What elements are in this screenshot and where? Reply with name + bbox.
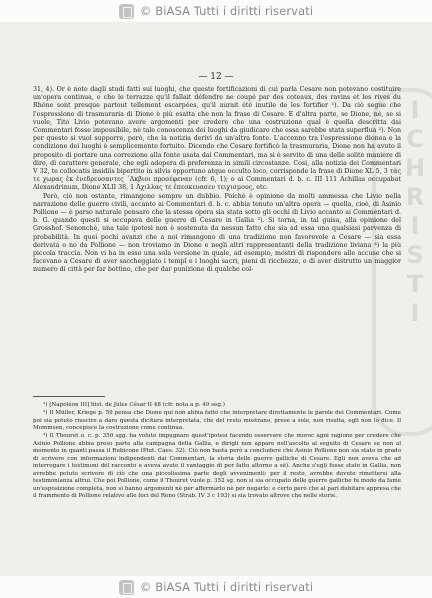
stamp-letter: C: [406, 125, 424, 153]
body-paragraph: Però, ciò non ostante, rimangono sempre un dubbio. Poichè è opinione da molti ammessa che Livio nella narrazione delle guerre civili, accanto ai Commentari d. b. c. abbia tenuto un'altra opera — quella, cioè, di Asinio Pollione — è parso naturale pensare che la stessa opera sia stata sotto gli occhi di Livio accanto ai Commentari d. b. G. quando questi si occupava delle guerre di Cesare in Gallia ³). Si torna, in tal guisa, alla opinione del Grosshof. Senonchè, una tale ipotesi non è sostenuta da nessun fatto che sia ad essa una qualsiasi parvenza di probabilità. In quei pochi avanzi che a noi rimangono di una tradizione non favorevole a Cesare — sia essa derivata o no da Pollione — non troviamo in Dione e negli altri rappresentanti della tradizione liviana ⁴) la più piccola traccia. Non vi ha in esso una sola versione in quale, ad esempio, mostri di rispondere alle accuse che si facevano a Cesare di aver saccheggiato i tempî e i luoghi sacri, pieni di ricchezze, e di aver distrutto un maggior numero di città per far bottino, che per dar punizione di qualche col-: [33, 192, 401, 274]
main-text: [33, 86, 401, 275]
footnote: ²) Il Müller, Kriege p. 59 pensa che Dione qui non abbia fatto che interpretare direttamente le parole dei Commentari. Come poi sia potuto riuscire a dare questa dicitura interpretata, che del resto mostrano, prese a sole, non risulta, egli non lo dice. Il Mommsen, concepisce la costruzione come continua.: [33, 410, 401, 431]
footnote-separator: [33, 396, 105, 397]
watermark-banner-bottom: [0, 576, 432, 598]
stamp-letter: I: [410, 96, 420, 124]
footnote: ³) Il Thouret o. c. p. 350 sgg. ha voluto impugnare quest'ipotesi facendo osservare che moroc agni ragione per credere che Asinio Pollione abbia preso parte alla campagna della Gallia, e dirigli non appare nell'ascolto al seguito di Cesare se non al momento in quanti passa il Rubicone (Plut. Caes. 32). Ciò non basta però a concludere che Asinio Pollione non sia stato in grado di scrivere con informazioni indipendenti dai Commentari, la storia delle guerre galliche di Cesare. Egli non aveva che ad interrogare i testimoni del racconto e aveva avuto il vantaggio di per fatto altorno a sè). Anche s'egli fosse stato in Gallia, non avrebbe potuto scrivere di ciò che una piccolissima parte degli avvenimenti: per il resto, avrebbe dovuto rimettersi alla testimonianza altrui. Che poi Pollione, come il Thouret vuole p. 352 sg. non si sia occupato delle guerre galliche fu modo da fame un'esposizione completa, non si hanno argomenti nè per affermarlo nè per negarlo: e certo però che al pari dubitare appresa che il frammento di Pollione relativo alle foci del Reno (Strab. IV 3 c 193) si sia trovato altrove che nelle storie.: [33, 433, 401, 499]
stamp-letter: I: [410, 299, 420, 327]
footnote: ¹) [Napoléon III] hist. de Jules César II 48 (cfr. nota a p. 49 seg.): [43, 402, 225, 408]
watermark-banner-text: © BiASA Tutti i diritti riservati: [139, 580, 314, 594]
library-stamp-watermark: [396, 96, 432, 426]
biasa-logo-icon: [119, 4, 134, 19]
stamp-letter: T: [406, 270, 424, 298]
watermark-banner-text: © BiASA Tutti i diritti riservati: [139, 4, 314, 18]
stamp-letter: H: [404, 154, 426, 182]
stamp-letter: S: [406, 241, 424, 269]
biasa-logo-icon: [119, 580, 134, 595]
stamp-letter: I: [410, 212, 420, 240]
page-number: — 12 —: [198, 72, 234, 82]
stamp-letter: R: [405, 183, 425, 211]
body-paragraph: 31, 4). Or è noto dagli studi fatti sui luoghi, che queste fortificazioni di cui parla Cesare non potevano costituire un'opera continua, e che le terrazze qu'il fallait défendre ne coupé par des coteaux, des ravins et les rives du Rhône sont presque partout tellement escarpées, qu'il aurait été inutile de les fortifier ¹). Da ciò segue che l'espressione di trasmuraria di Dione è più esatta che non la frase di Cesare. E d'altra parte, se Dione, nè, se si vuole, Tito Livio potevano avere argomenti per credere che una costruzione qual è quella descritta dai Commentari fosse impossibile, nè tale conoscenza dei luoghi da giudicare che essa sarebbe stata superflua ²). Non per questo si vuol supporre, però, che la notizia derivi da un'altra fonte. L'accenno tra l'espressione dionea e la condizione dei luoghi è semplicemente fortuito. Dicendo che Cesare fortificò la trasmuraria, Dione non ha avuto il proposito di portare una correzione alla fonte usata dai Commentari, ma si è servito di una delle solite maniere di dire, di carattere generale, che egli adopera di preferenza in simili circostanze. Cosi, alla notizia dei Commentari V 32, te collocatis insidiis bipertito in silvis opportuno atque occulto loco, corrisponde la frase di Dione XL 5, 3 τὰς τε χωρας ἐκ ἐνεδρευσαντες ᾿Ακβιοι προσέφεναν (cfr. 6, 1); o ai Commentari d. b. c. III 111 Achillas occupabat Alexandrinum, Dione XLII 38, 1 Ἀχιλλας τε ἐπεσκευασεν τειχισμους, etc.: [33, 86, 401, 192]
footnotes: [33, 402, 401, 501]
watermark-banner-top: [0, 0, 432, 22]
